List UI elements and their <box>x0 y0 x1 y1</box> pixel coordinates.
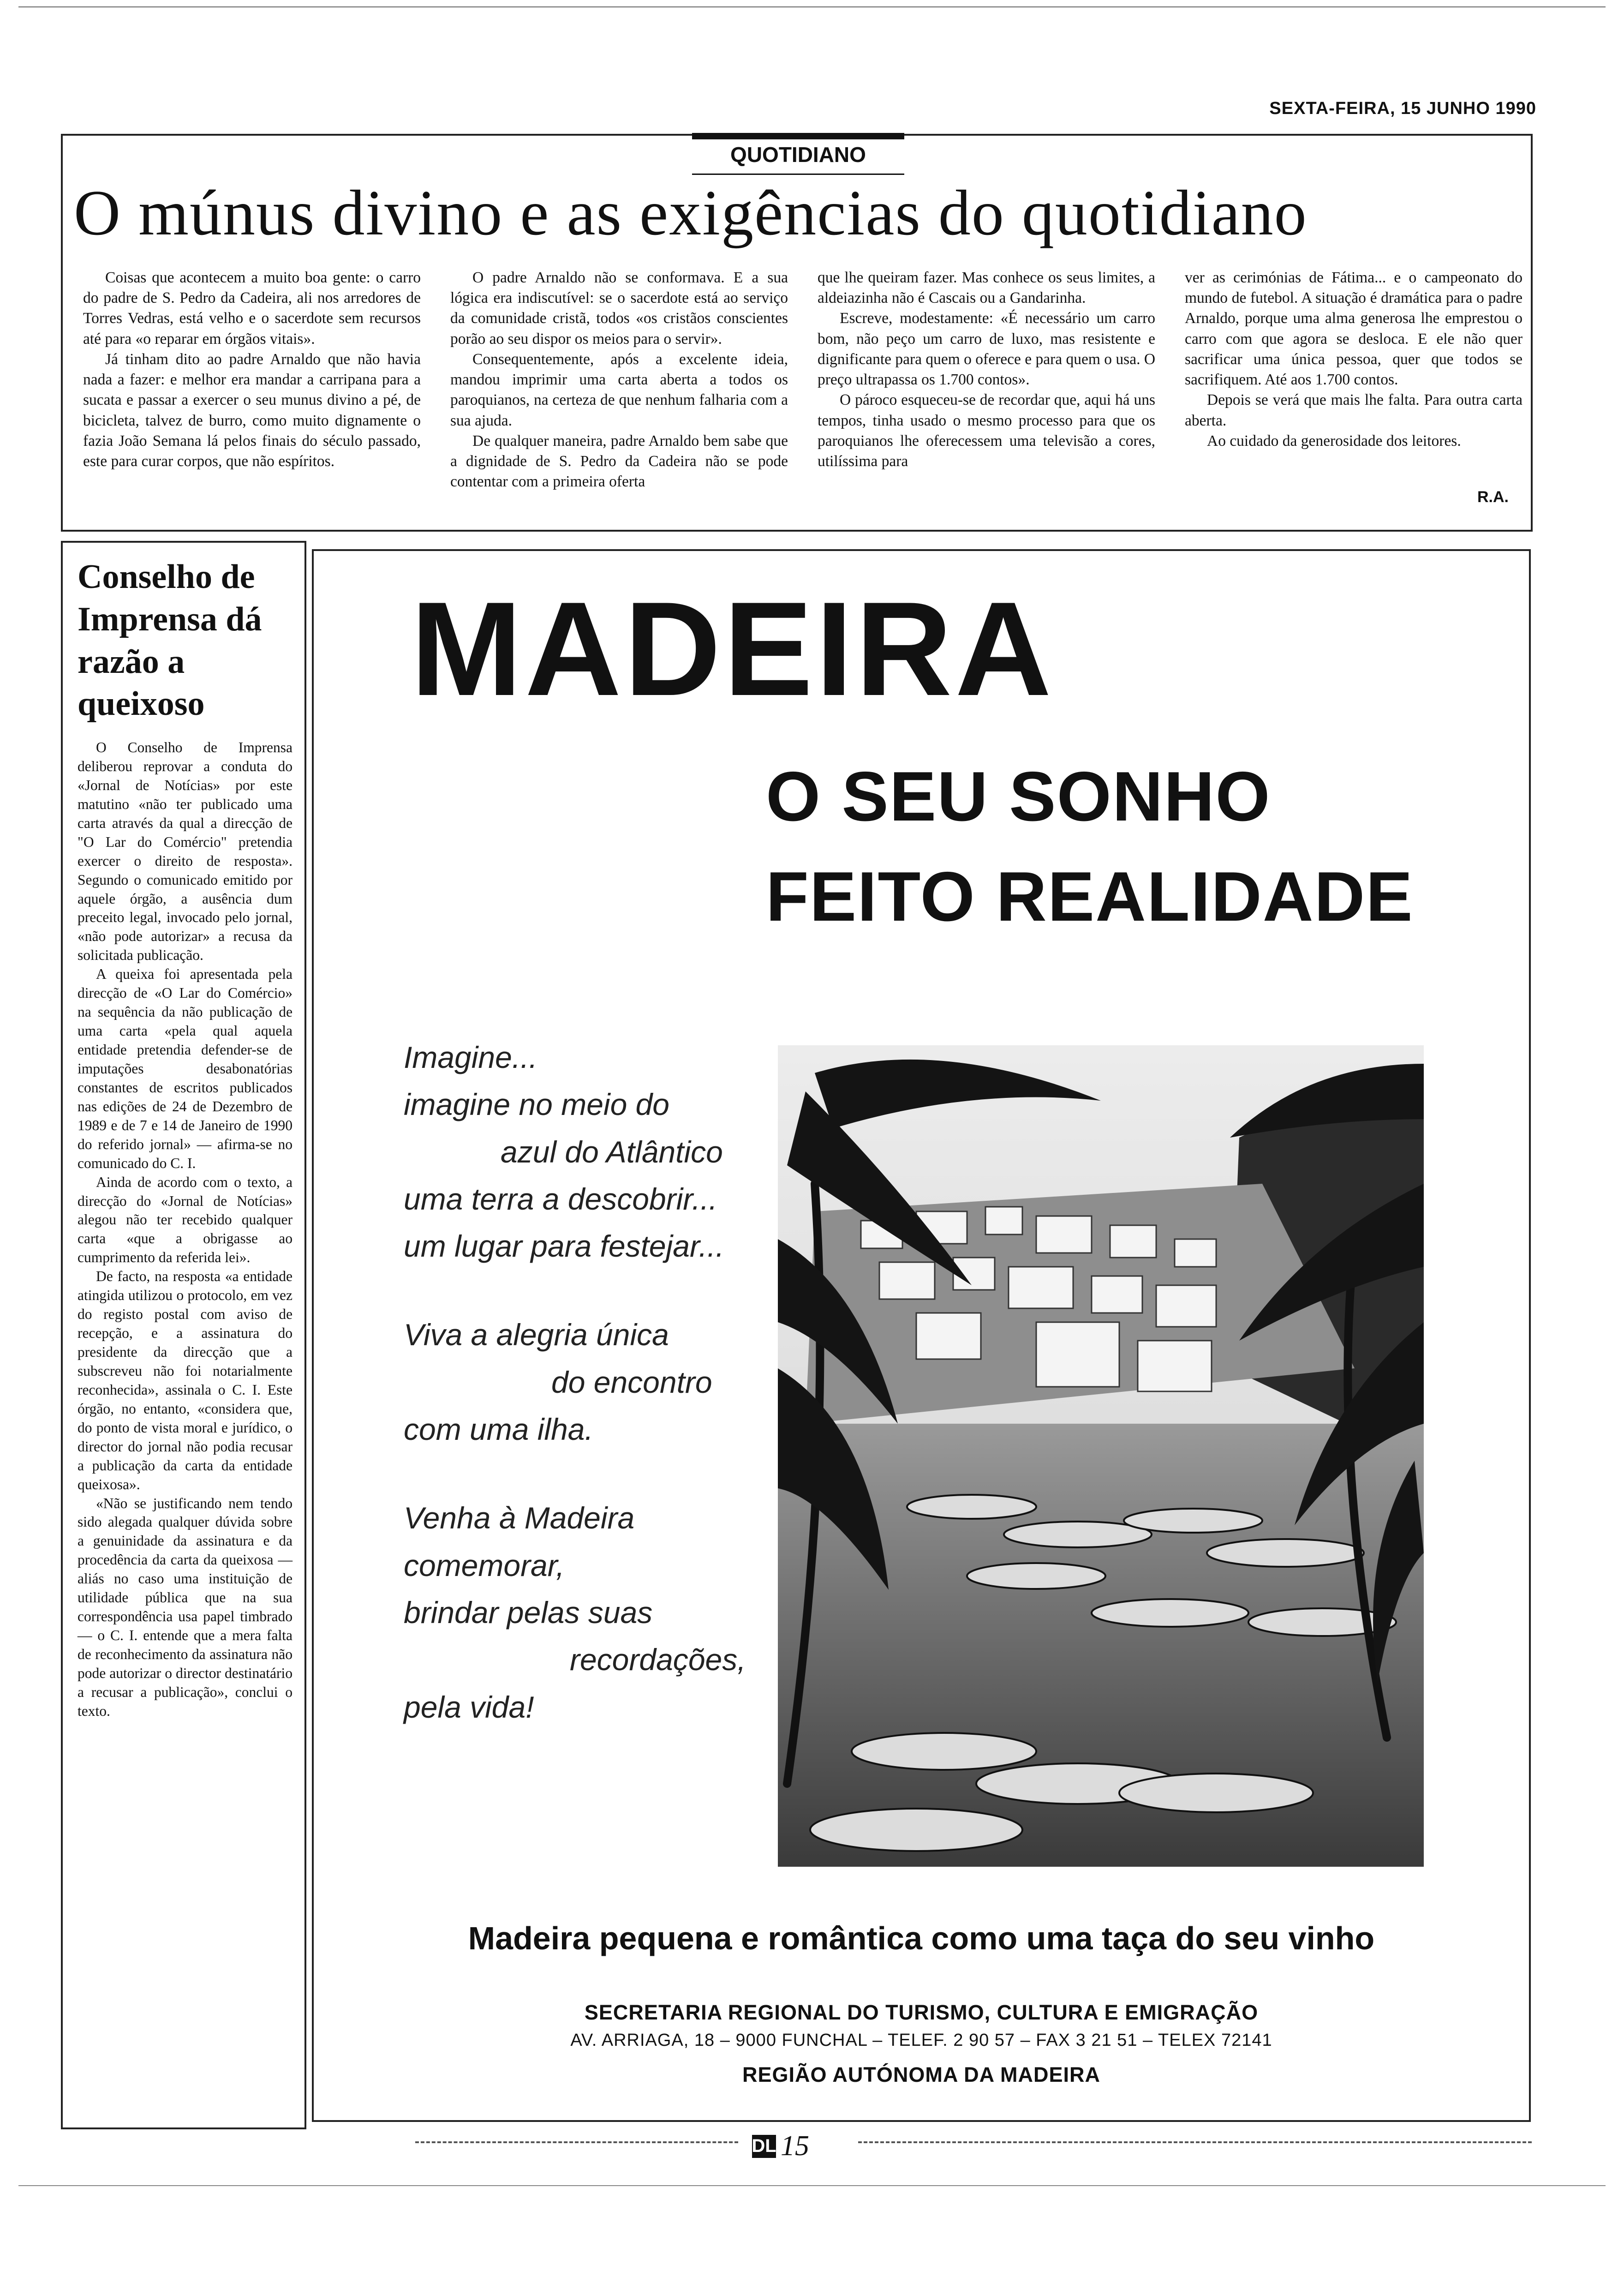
sidebar-paragraph: «Não se justificando nem tendo sido alegada qualquer dúvida sobre a genuinidade da assinatura e da procedência da carta da queixosa — aliás no caso uma instituição de utilidade pública que na sua correspondência usa papel timbrado — o C. I. entende que a mera falta de reconhecimento da assinatura não pode autorizar o director destinatário a recusar a publicação», conclui o texto. <box>78 1495 293 1719</box>
harbor-photo <box>778 1045 1424 1867</box>
dateline: SEXTA-FEIRA, 15 JUNHO 1990 <box>1269 99 1536 118</box>
article-columns <box>83 268 1522 492</box>
bottom-edge-line <box>18 2185 1606 2186</box>
poem-line: uma terra a descobrir... <box>404 1181 717 1216</box>
ad-organization: SECRETARIA REGIONAL DO TURISMO, CULTURA E EMIGRAÇÃO <box>584 2001 1259 2024</box>
poem-line: imagine no meio do <box>404 1087 670 1122</box>
article-paragraph: Consequentemente, após a excelente ideia, mandou imprimir uma carta aberta a todos os paroquianos, na certeza de que nenhum falharia com a sua ajuda. <box>450 350 788 429</box>
article-paragraph: ver as cerimónias de Fátima... e o campeonato do mundo de futebol. A situação é dramática para o padre Arnaldo, porque uma alma generosa lhe emprestou o carro com que agora se desloca. E ele não quer sacrificar uma única pessoa, quer que todos se sacrifiquem. Até aos 1.700 contos. <box>1185 269 1522 389</box>
article-signature: R.A. <box>1477 488 1509 506</box>
sidebar-headline: Conselho de Imprensa dá razão a queixoso <box>78 558 262 723</box>
article-paragraph: De qualquer maneira, padre Arnaldo bem sabe que a dignidade de S. Pedro da Cadeira não se pode contentar com a primeira oferta <box>450 432 788 491</box>
poem-line: um lugar para festejar... <box>404 1229 724 1264</box>
article-column-1 <box>83 268 421 492</box>
poem-line: Venha à Madeira <box>404 1501 635 1535</box>
poem-line: Imagine... <box>404 1040 537 1074</box>
footer-dash-right <box>858 2141 1532 2143</box>
poem-line: do encontro <box>551 1365 712 1399</box>
poem-line: comemorar, <box>404 1548 565 1582</box>
ad-region: REGIÃO AUTÓNOMA DA MADEIRA <box>742 2063 1100 2086</box>
article-paragraph: O padre Arnaldo não se conformava. E a sua lógica era indiscutível: se o sacerdote está ao serviço da comunidade cristã, todos «os cristãos conscientes porão ao seu dispor os meios para o servir». <box>450 269 788 348</box>
article-column-3 <box>818 268 1155 492</box>
article-column-4 <box>1185 268 1522 492</box>
poem-line: brindar pelas suas <box>404 1595 653 1630</box>
ad-tagline: Madeira pequena e romântica como uma taça do seu vinho <box>468 1920 1375 1956</box>
section-label: QUOTIDIANO <box>692 133 904 167</box>
page-number: 15 <box>781 2130 809 2162</box>
sidebar-body <box>78 738 293 1721</box>
article-headline: O múnus divino e as exigências do quotidiano <box>74 177 1308 249</box>
sidebar-paragraph: A queixa foi apresentada pela direcção de «O Lar do Comércio» na sequência da não publicação de uma carta «pela qual aquela entidade pretendia defender-se de imputações desabonatórias constantes de escritos publicados nas edições de 24 de Dezembro de 1989 e de 7 e 14 de Janeiro de 1990 do referido jornal» — afirma-se no comunicado do C. I. <box>78 966 293 1171</box>
newspaper-logo: DL <box>752 2135 776 2158</box>
ad-poem <box>404 1034 773 1731</box>
poem-gap <box>404 1453 773 1494</box>
article-paragraph: que lhe queiram fazer. Mas conhece os seus limites, a aldeiazinha não é Cascais ou a Gandarinha. <box>818 269 1155 307</box>
poem-line: recordações, <box>570 1642 746 1677</box>
poem-line: azul do Atlântico <box>501 1134 723 1169</box>
sidebar-paragraph: De facto, na resposta «a entidade atingida utilizou o protocolo, em vez do registo postal com aviso de recepção, e a assinatura do presidente da direcção que a subscreveu não foi notarialmente reconhecida», assinala o C. I. Este órgão, no entanto, «considera que, do ponto de vista moral e jurídico, o director do jornal não podia recusar a publicação da carta da entidade queixosa». <box>78 1268 293 1492</box>
ad-subtitle-line: O SEU SONHO <box>766 757 1271 836</box>
article-paragraph: Coisas que acontecem a muito boa gente: o carro do padre de S. Pedro da Cadeira, ali nos arredores de Torres Vedras, está velho e o sacerdote sem recursos até para «o reparar em órgãos vitais». <box>83 269 421 348</box>
ad-subtitle-line: FEITO REALIDADE <box>766 857 1414 936</box>
poem-line: Viva a alegria única <box>404 1318 669 1352</box>
section-underline <box>692 174 904 175</box>
article-paragraph: Já tinham dito ao padre Arnaldo que não havia nada a fazer: e melhor era mandar a carripana para a sucata e passar a exercer o seu munus divino a pé, de bicicleta, talvez de burro, como muito dignamente o fazia João Semana lá pelos finais do século passado, este para curar corpos, que não espíritos. <box>83 350 421 470</box>
poem-gap <box>404 1270 773 1311</box>
sidebar-paragraph: Ainda de acordo com o texto, a direcção do «Jornal de Notícias» alegou não ter recebido qualquer carta «que a obrigasse ao cumprimento da referida lei». <box>78 1174 293 1266</box>
poem-line: pela vida! <box>404 1690 534 1724</box>
ad-title: MADEIRA <box>411 574 1055 724</box>
top-edge-line <box>18 6 1606 7</box>
page-footer <box>752 2130 809 2163</box>
poem-line: com uma ilha. <box>404 1412 593 1447</box>
footer-dash-left <box>415 2141 738 2143</box>
article-paragraph: Depois se verá que mais lhe falta. Para outra carta aberta. <box>1185 391 1522 429</box>
sidebar-paragraph: O Conselho de Imprensa deliberou reprovar a conduta do «Jornal de Notícias» por este matutino «não ter publicado uma carta através da qual a direcção de "O Lar do Comércio" pretendia exercer o direito de resposta». Segundo o comunicado emitido por aquele órgão, a ausência dum preceito legal, invocado pelo jornal, «não pode autorizar» a recusa da solicitada publicação. <box>78 739 293 964</box>
article-paragraph: Escreve, modestamente: «É necessário um carro bom, não peço um carro de luxo, mas resistente e dignificante para quem o oferece e para quem o usa. O preço ultrapassa os 1.700 contos». <box>818 310 1156 389</box>
article-column-2 <box>450 268 788 492</box>
article-paragraph: O pároco esqueceu-se de recordar que, aqui há uns tempos, tinha usado o mesmo processo para que os paroquianos lhe oferecessem uma televisão a cores, utilíssima para <box>818 391 1155 470</box>
ad-address: AV. ARRIAGA, 18 – 9000 FUNCHAL – TELEF. 2 90 57 – FAX 3 21 51 – TELEX 72141 <box>570 2031 1272 2050</box>
ad-subtitle <box>766 747 1414 947</box>
article-paragraph: Ao cuidado da generosidade dos leitores. <box>1207 432 1461 449</box>
